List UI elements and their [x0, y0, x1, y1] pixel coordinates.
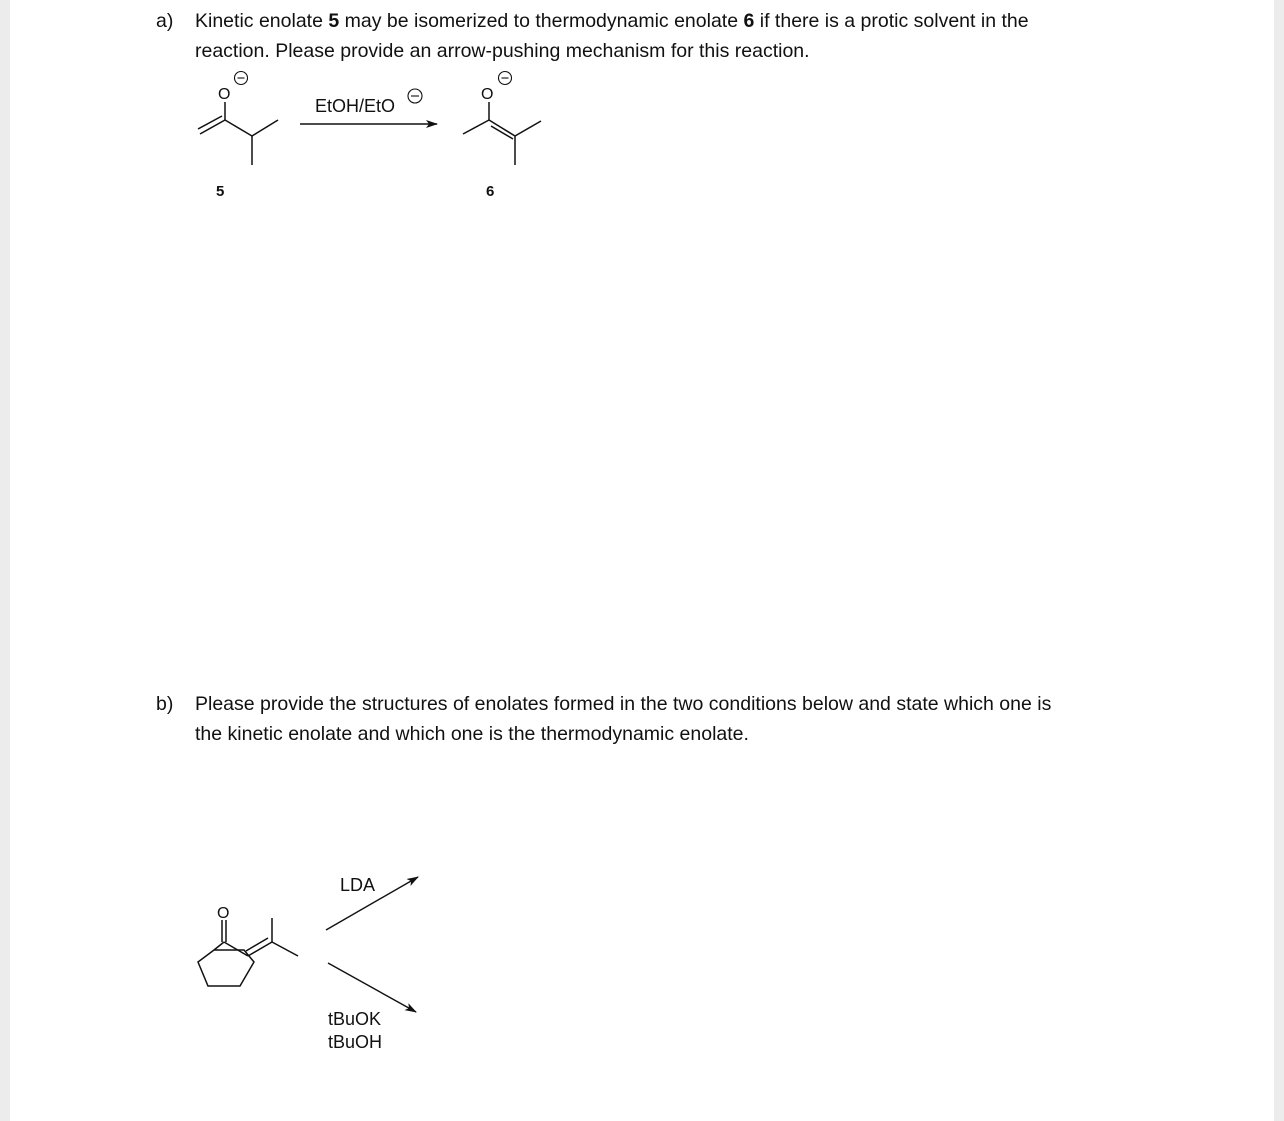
part-b-line-1: Please provide the structures of enolates formed in the two conditions below and state which one is — [195, 693, 1052, 715]
negative-charge-icon — [408, 89, 422, 103]
part-a-label: a) — [156, 10, 174, 32]
part-a-line-2: reaction. Please provide an arrow-pushing mechanism for this reaction. — [195, 40, 810, 62]
part-b-label: b) — [156, 693, 174, 715]
condition-tbuok-label: tBuOK — [328, 1009, 382, 1029]
condition-tbuoh-label: tBuOH — [328, 1032, 383, 1052]
tbuok-arrow — [328, 963, 416, 1012]
enolate-6-oxygen: O — [481, 86, 494, 103]
enolate-6-structure — [463, 102, 541, 165]
part-a-line-1: Kinetic enolate 5 may be isomerized to thermodynamic enolate 6 if there is a protic solvent in the — [195, 10, 1029, 32]
compound-6-ref: 6 — [743, 10, 755, 32]
condition-lda-label: LDA — [340, 875, 376, 895]
negative-charge-icon — [235, 72, 248, 85]
enolate-5-structure — [198, 102, 278, 165]
compound-5-number: 5 — [216, 183, 225, 200]
compound-6-number: 6 — [486, 183, 495, 200]
document-page — [10, 0, 1274, 1121]
compound-5-ref: 5 — [328, 10, 340, 32]
enolate-5-oxygen: O — [218, 86, 231, 103]
cyclopentyl-ketone-structure — [198, 918, 298, 986]
ketone-oxygen: O — [217, 905, 230, 922]
part-b-line-2: the kinetic enolate and which one is the thermodynamic enolate. — [195, 723, 749, 745]
negative-charge-icon — [499, 72, 512, 85]
reagent-label: EtOH/EtO — [315, 96, 396, 116]
chemical-schemes — [10, 0, 1274, 1121]
